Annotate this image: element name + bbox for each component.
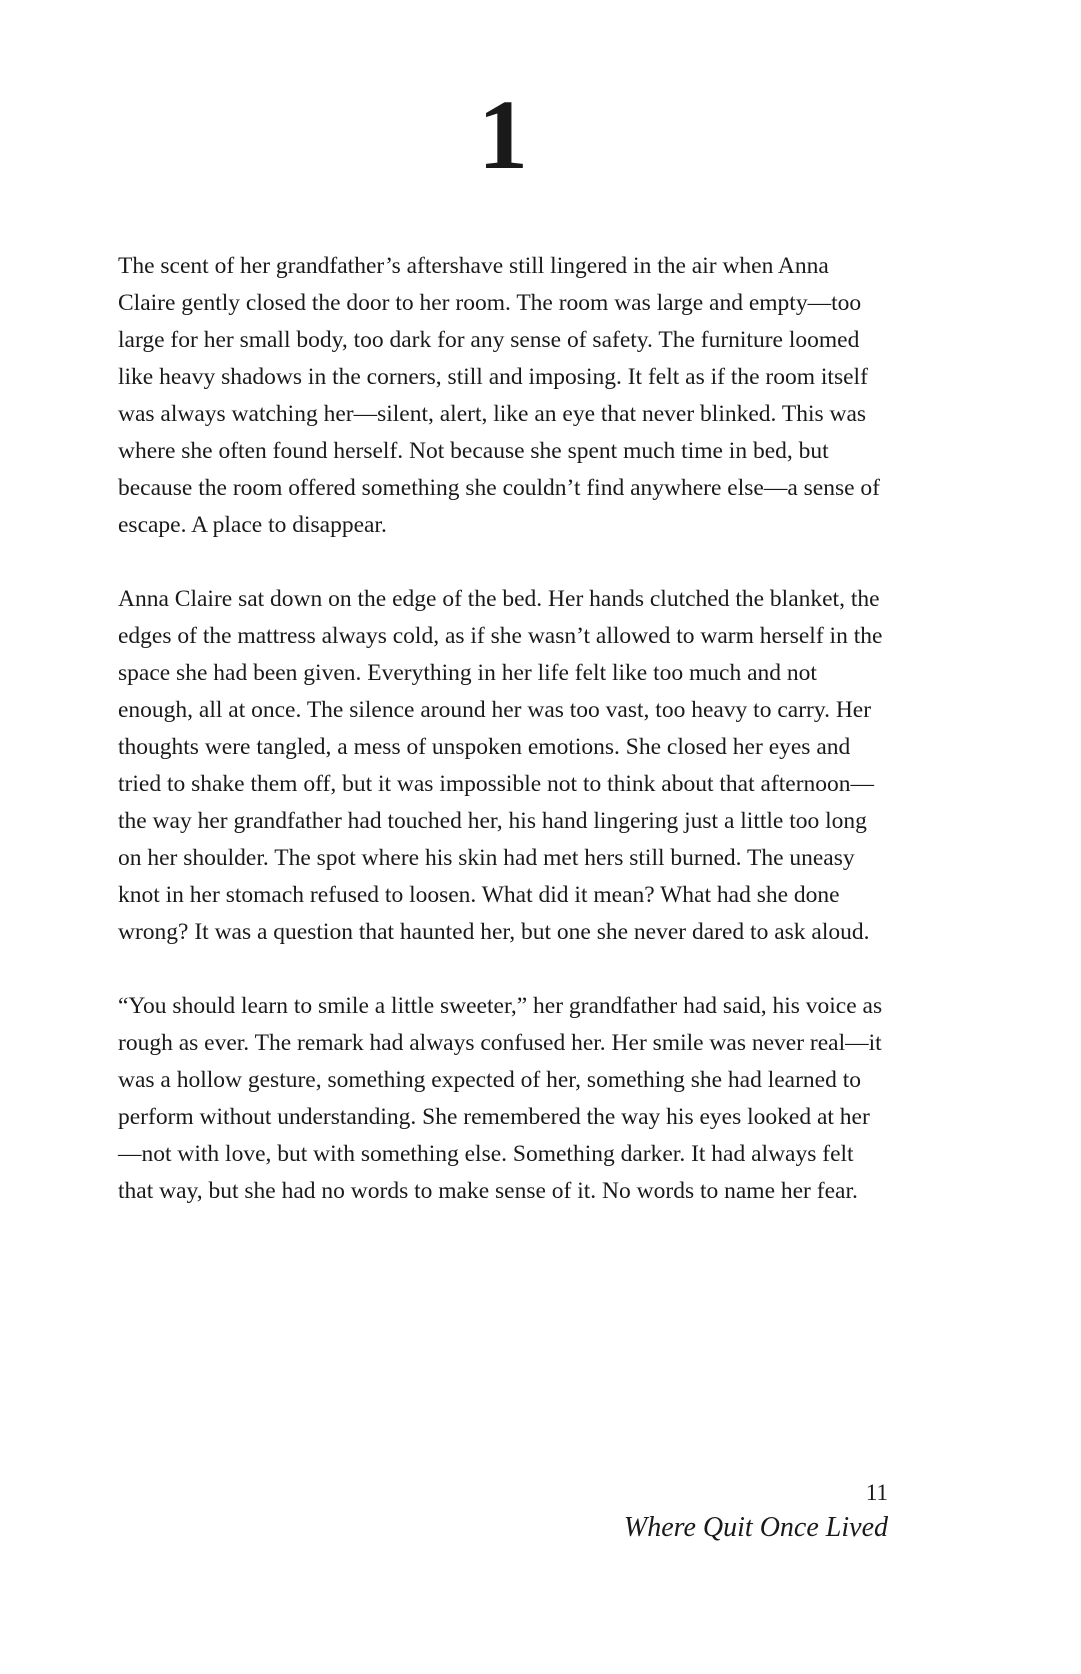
page-footer bbox=[118, 1478, 888, 1546]
chapter-number: 1 bbox=[478, 79, 528, 190]
running-title: Where Quit Once Lived bbox=[623, 1512, 888, 1543]
page-number: 11 bbox=[865, 1480, 888, 1505]
paragraph: The scent of her grandfather’s aftershave still lingered in the air when Anna Claire gently closed the door to her room. The room was large and empty—too large for her small body, too dark for any sense of safety. The furniture loomed like heavy shadows in the corners, still and imposing. It felt as if the room itself was always watching her—silent, alert, like an eye that never blinked. This was where she often found herself. Not because she spent much time in bed, but because the room offered something she couldn’t find anywhere else—a sense of escape. A place to disappear. bbox=[118, 253, 880, 538]
paragraph: “You should learn to smile a little sweeter,” her grandfather had said, his voice as rough as ever. The remark had always confused her. Her smile was never real—it was a hollow gesture, something expected of her, something she had learned to perform without understanding. She remembered the way his eyes looked at her—not with love, but with something else. Something darker. It had always felt that way, but she had no words to make sense of it. No words to name her fear. bbox=[118, 993, 883, 1204]
page-body bbox=[118, 248, 888, 1247]
paragraph: Anna Claire sat down on the edge of the bed. Her hands clutched the blanket, the edges of the mattress always cold, as if she wasn’t allowed to warm herself in the space she had been given. Everything in her life felt like too much and not enough, all at once. The silence around her was too vast, too heavy to carry. Her thoughts were tangled, a mess of unspoken emotions. She closed her eyes and tried to shake them off, but it was impossible not to think about that afternoon—the way her grandfather had touched her, his hand lingering just a little too long on her shoulder. The spot where his skin had met hers still burned. The uneasy knot in her stomach refused to loosen. What did it mean? What had she done wrong? It was a question that haunted her, but one she never dared to ask aloud. bbox=[118, 586, 883, 945]
